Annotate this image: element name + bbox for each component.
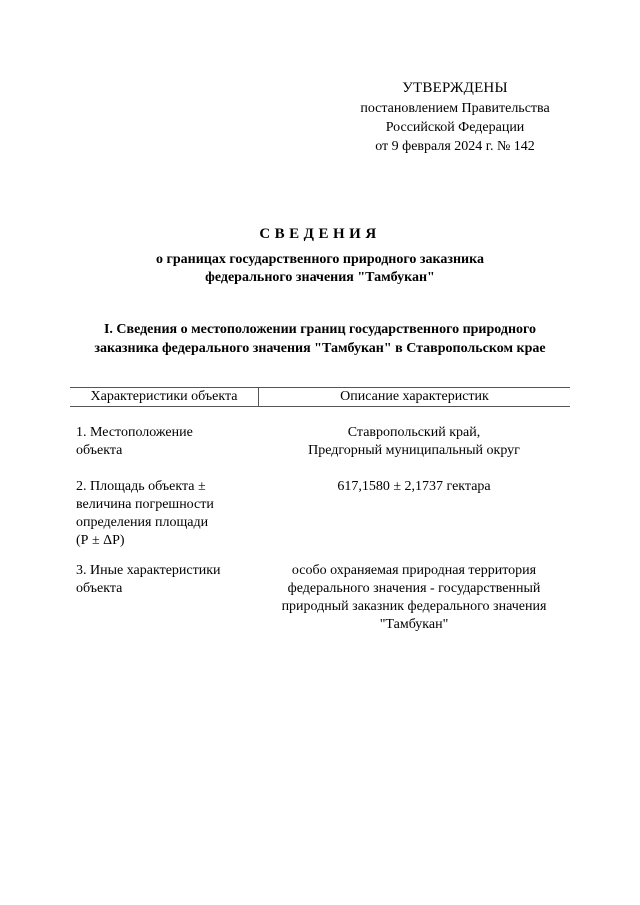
row-value-line: федерального значения - государственный <box>287 581 541 596</box>
subtitle-line: о границах государственного природного заказника <box>156 252 484 267</box>
row-value-line: Ставропольский край, <box>347 425 481 440</box>
table-header-cell: Описание характеристик <box>340 389 489 404</box>
approval-block <box>330 79 580 156</box>
table-header <box>70 387 570 407</box>
row-label-line: объекта <box>76 443 123 458</box>
table-header-cell: Характеристики объекта <box>70 388 259 406</box>
row-value-line: "Тамбукан" <box>379 617 449 632</box>
approval-line: Российской Федерации <box>385 120 525 135</box>
row-label-line: объекта <box>76 581 123 596</box>
subtitle-line: федерального значения "Тамбукан" <box>205 270 435 285</box>
table-row <box>70 424 570 460</box>
section-heading-line: заказника федерального значения "Тамбукан" в Ставропольском крае <box>94 341 546 356</box>
document-subtitle <box>0 251 640 287</box>
row-label-line: 1. Местоположение <box>76 425 193 440</box>
row-label-line: определения площади <box>76 515 209 530</box>
row-value-line: 617,1580 ± 2,1737 гектара <box>337 479 491 494</box>
characteristics-table <box>70 387 570 632</box>
row-value-line: особо охраняемая природная территория <box>291 563 537 578</box>
approval-heading: УТВЕРЖДЕНЫ <box>402 80 508 96</box>
row-label-line: величина погрешности <box>76 497 214 512</box>
row-label <box>70 424 258 460</box>
row-label-line: 3. Иные характеристики <box>76 563 221 578</box>
table-row <box>70 478 570 550</box>
section-heading-line: I. Сведения о местоположении границ государственного природного <box>103 322 537 337</box>
row-label-line: 2. Площадь объекта ± <box>76 479 206 494</box>
row-value-line: Предгорный муниципальный округ <box>308 443 520 458</box>
row-value <box>258 424 570 460</box>
row-label-line: (Р ± ΔР) <box>76 533 125 548</box>
approval-line: от 9 февраля 2024 г. № 142 <box>375 139 535 154</box>
row-value <box>258 478 570 550</box>
approval-line: постановлением Правительства <box>360 101 550 116</box>
row-value-line: природный заказник федерального значения <box>281 599 547 614</box>
row-label <box>70 478 258 550</box>
document-title: СВЕДЕНИЯ <box>259 226 381 242</box>
row-label <box>70 562 258 634</box>
row-value <box>258 562 570 634</box>
section-heading <box>40 320 600 358</box>
table-row <box>70 562 570 634</box>
